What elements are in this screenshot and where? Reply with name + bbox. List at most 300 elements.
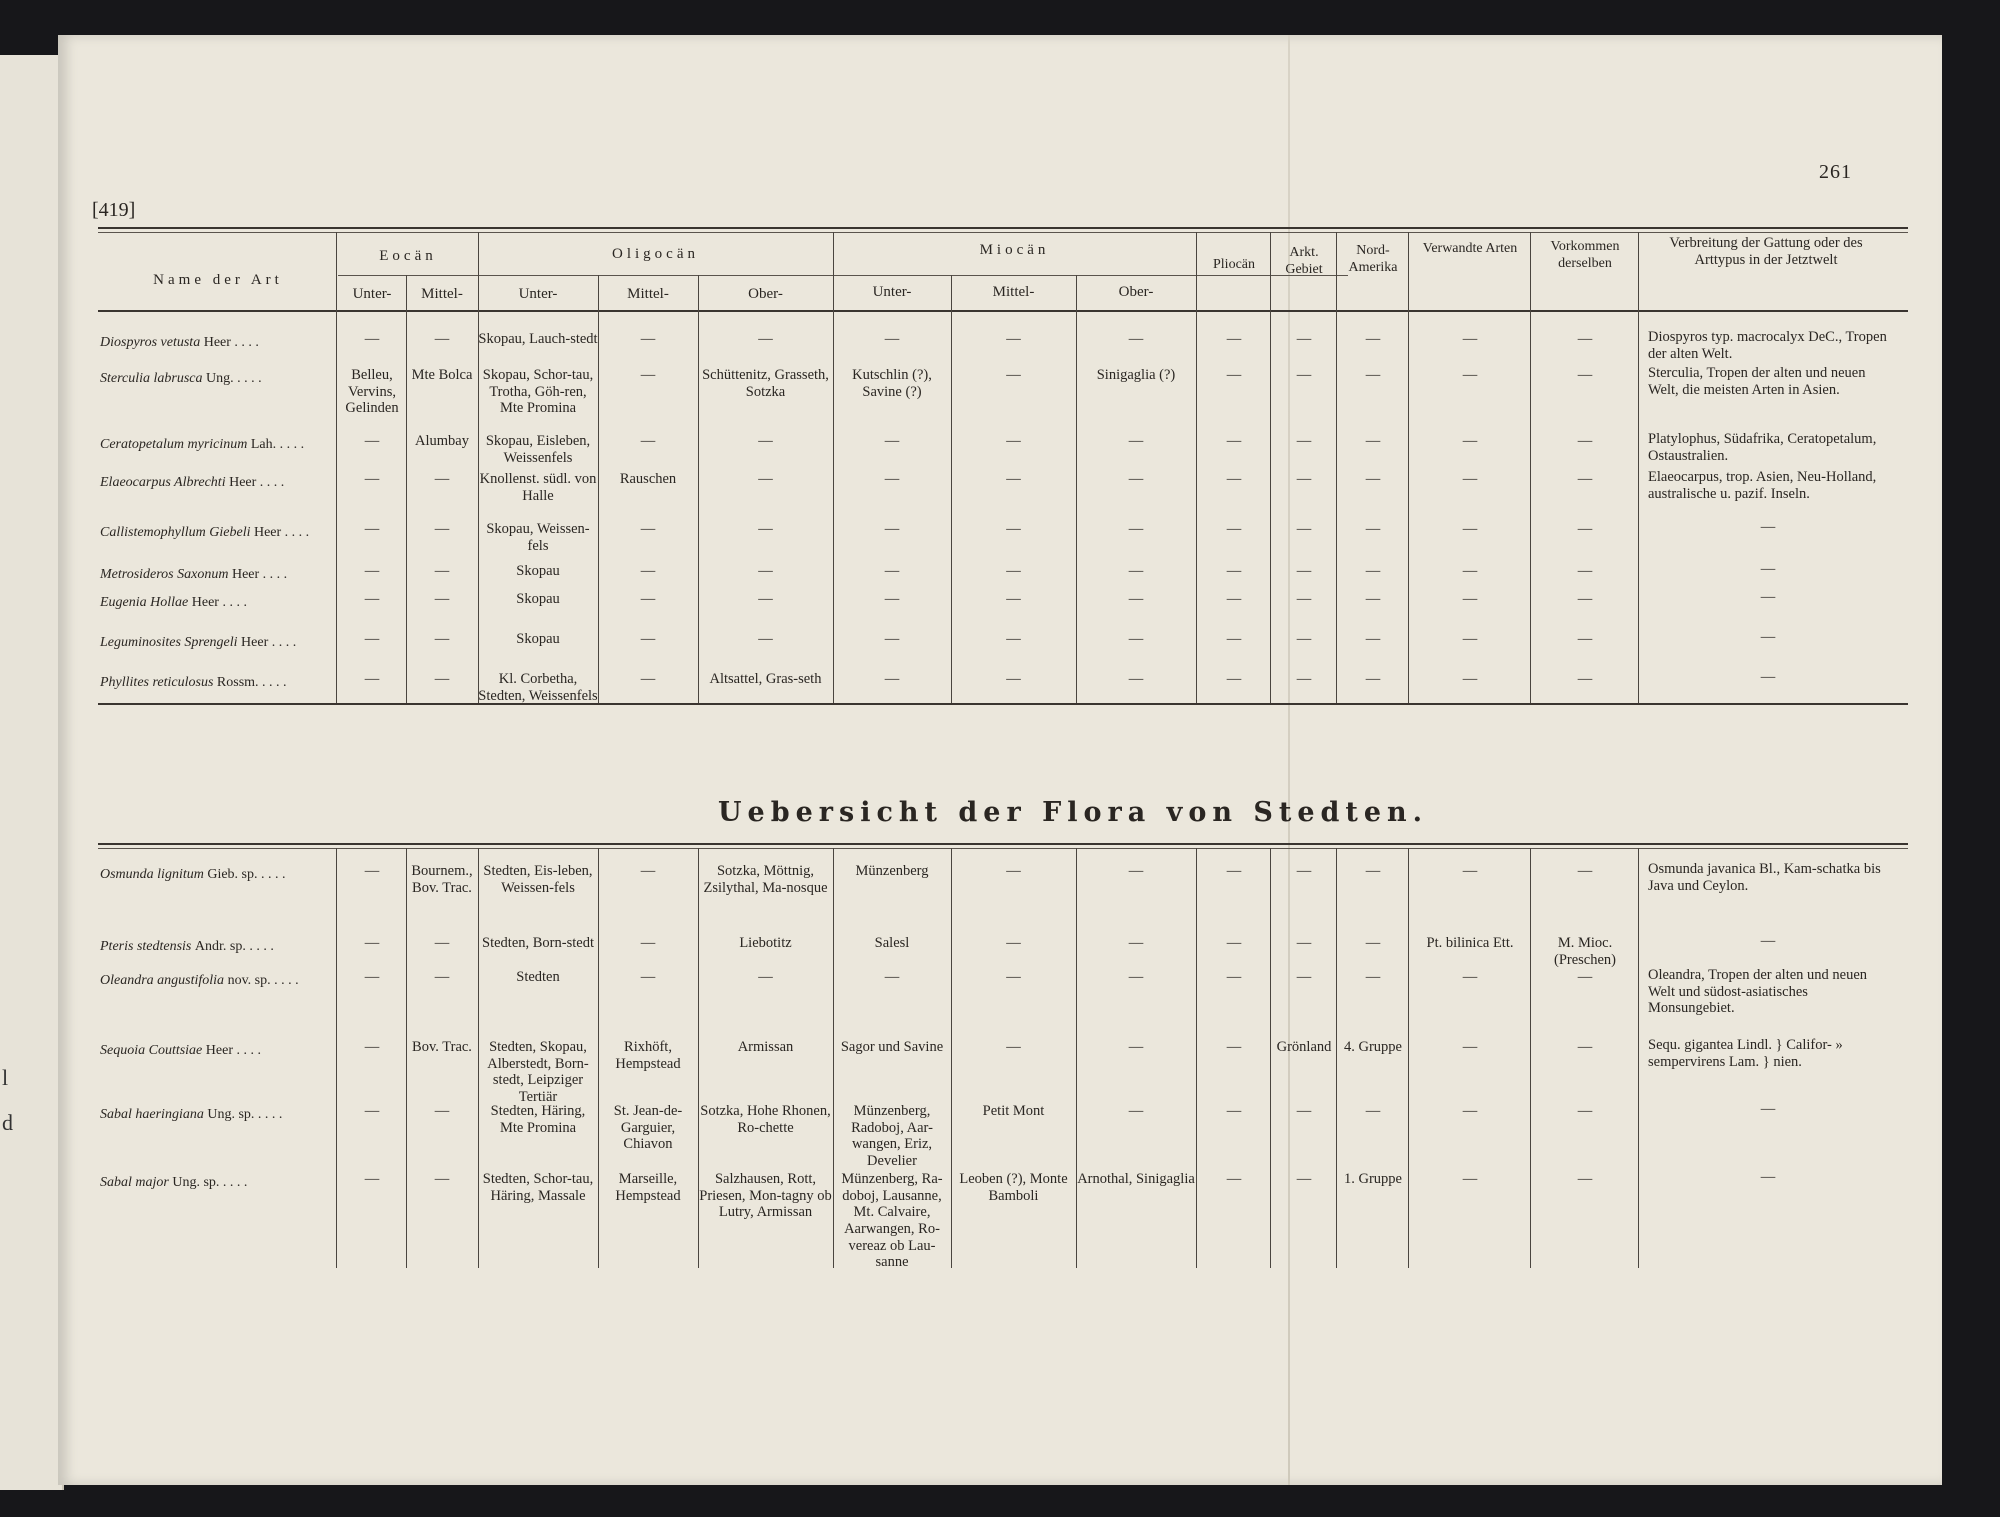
cell-ol-m: —: [640, 521, 656, 537]
cell-ol-u: Skopau, Eisleben, Weissenfels: [485, 433, 591, 466]
cell-verw: —: [1462, 433, 1478, 449]
cell-eo-m: Bov. Trac.: [412, 1039, 472, 1055]
cell-nord: —: [1365, 1103, 1381, 1119]
cell-arkt: —: [1296, 671, 1312, 687]
cell-plio: —: [1226, 433, 1242, 449]
cell-arkt: —: [1296, 1171, 1312, 1187]
cell-vork: —: [1577, 433, 1593, 449]
cell-ol-m: —: [640, 367, 656, 383]
header-nord: Nord-Amerika: [1348, 243, 1398, 275]
cell-ol-u: Stedten, Born-stedt: [482, 935, 594, 951]
header-arkt: Arkt. Gebiet: [1285, 245, 1323, 277]
species-author: Heer . . . .: [241, 635, 297, 650]
cell-ol-m: —: [640, 591, 656, 607]
cell-ol-o: —: [758, 563, 773, 579]
cell-nord: —: [1365, 631, 1381, 647]
cell-distribution: —: [1760, 589, 1776, 605]
cell-nord: —: [1365, 591, 1381, 607]
col-divider: [1638, 848, 1639, 1268]
species-author: Ung. sp. . . . .: [207, 1107, 283, 1122]
cell-ol-m: —: [640, 433, 656, 449]
col-divider: [336, 848, 337, 1268]
cell-verw: —: [1462, 471, 1478, 487]
cell-mi-u: Kutschlin (?), Savine (?): [852, 367, 932, 400]
species-author: Rossm. . . . .: [216, 675, 287, 690]
cell-mi-m: —: [1006, 331, 1021, 347]
cell-eo-m: —: [434, 591, 450, 607]
cell-ol-m: —: [640, 671, 656, 687]
cell-plio: —: [1226, 1103, 1242, 1119]
cell-eo-u: —: [364, 563, 380, 579]
cell-mi-u: —: [884, 631, 900, 647]
cell-mi-m: —: [1006, 1039, 1021, 1055]
header-ol-mittel: Mittel-: [627, 286, 669, 302]
cell-mi-u: Münzenberg, Radoboj, Aar-wangen, Eriz, Develier: [851, 1103, 933, 1170]
cell-vork: —: [1577, 471, 1593, 487]
species-name: [100, 475, 284, 491]
cell-mi-u: —: [884, 331, 900, 347]
cell-mi-u: —: [884, 671, 900, 687]
cell-distribution: —: [1760, 519, 1776, 535]
cell-arkt: —: [1296, 367, 1312, 383]
cell-ol-m: —: [640, 631, 656, 647]
species-latin: Diospyros vetusta: [100, 335, 204, 350]
species-author: Lah. . . . .: [250, 437, 305, 452]
species-name: [100, 437, 304, 453]
cell-ol-m: St. Jean-de-Garguier, Chiavon: [613, 1103, 683, 1153]
cell-distribution: —: [1760, 629, 1776, 645]
cell-plio: —: [1226, 563, 1242, 579]
cell-ol-u: Knollenst. südl. von Halle: [479, 471, 597, 504]
cell-mi-o: —: [1128, 563, 1144, 579]
cell-mi-o: —: [1128, 471, 1144, 487]
cell-verw: —: [1462, 631, 1478, 647]
cell-eo-m: —: [434, 935, 450, 951]
cell-mi-u: Münzenberg: [855, 863, 929, 879]
cell-vork: —: [1577, 591, 1593, 607]
cell-mi-u: —: [884, 433, 900, 449]
section-title: Uebersicht der Flora von Stedten.: [718, 797, 1429, 828]
cell-verw: —: [1462, 367, 1478, 383]
cell-ol-m: Rauschen: [619, 471, 677, 487]
page-number-right: 261: [1819, 161, 1852, 183]
cell-distribution: Diospyros typ. macrocalyx DeC., Tropen der alten Welt.: [1648, 329, 1887, 362]
cell-eo-m: —: [434, 471, 450, 487]
cell-mi-m: —: [1006, 969, 1021, 985]
cell-vork: —: [1577, 563, 1593, 579]
cell-nord: —: [1365, 563, 1381, 579]
table1-bottom-rule: [98, 703, 1908, 705]
species-name: [100, 525, 309, 541]
cell-arkt: —: [1296, 331, 1312, 347]
cell-ol-o: Altsattel, Gras-seth: [709, 671, 822, 687]
document-page: [58, 35, 1942, 1485]
cell-distribution: —: [1760, 1169, 1776, 1185]
col-divider: [406, 848, 407, 1268]
header-mi-ober: Ober-: [1118, 284, 1154, 300]
cell-eo-u: —: [364, 331, 380, 347]
cell-eo-u: Belleu, Vervins, Gelinden: [345, 367, 399, 417]
header-verbreitung: Verbreitung der Gattung oder des Arttypus in der Jetztwelt: [1669, 235, 1863, 269]
cell-arkt: —: [1296, 433, 1312, 449]
header-name: Name der Art: [153, 272, 283, 288]
cell-mi-o: —: [1128, 935, 1144, 951]
cell-distribution: —: [1760, 1101, 1776, 1117]
header-ol-unter: Unter-: [518, 286, 558, 302]
cell-nord: —: [1365, 969, 1381, 985]
cell-eo-u: —: [364, 935, 380, 951]
left-page-fragment: l: [2, 1065, 9, 1090]
cell-ol-u: Skopau, Lauch-stedt: [478, 331, 598, 347]
col-divider: [1336, 848, 1337, 1268]
species-author: Ung. . . . .: [206, 371, 262, 386]
cell-ol-u: Stedten: [516, 969, 560, 985]
cell-ol-m: —: [640, 863, 656, 879]
cell-mi-m: —: [1006, 671, 1021, 687]
cell-mi-m: —: [1006, 367, 1021, 383]
cell-verw: —: [1462, 1103, 1478, 1119]
cell-eo-u: —: [364, 1171, 380, 1187]
cell-nord: —: [1365, 367, 1381, 383]
cell-verw: —: [1462, 671, 1478, 687]
cell-ol-m: Rixhöft, Hempstead: [615, 1039, 681, 1072]
cell-mi-m: Leoben (?), Monte Bamboli: [959, 1171, 1068, 1204]
species-latin: Callistemophyllum Giebeli: [100, 525, 254, 540]
col-divider: [1638, 232, 1639, 703]
cell-eo-u: —: [364, 671, 380, 687]
cell-mi-o: —: [1128, 671, 1144, 687]
col-divider: [1408, 848, 1409, 1268]
cell-plio: —: [1226, 331, 1242, 347]
header-verwandte: Verwandte Arten: [1422, 241, 1518, 256]
cell-mi-o: Sinigaglia (?): [1096, 367, 1176, 383]
cell-ol-o: Salzhausen, Rott, Priesen, Mon-tagny ob Lutry, Armissan: [699, 1171, 832, 1221]
species-name: [100, 675, 287, 691]
cell-eo-u: —: [364, 1039, 380, 1055]
cell-eo-u: —: [364, 471, 380, 487]
cell-nord: 4. Gruppe: [1344, 1039, 1402, 1055]
cell-plio: —: [1226, 1039, 1242, 1055]
cell-ol-u: Skopau, Weissen-fels: [486, 521, 590, 554]
cell-vork: —: [1577, 969, 1593, 985]
cell-eo-m: —: [434, 1171, 450, 1187]
species-author: Heer . . . .: [191, 595, 247, 610]
cell-nord: —: [1365, 331, 1381, 347]
cell-mi-o: —: [1128, 969, 1144, 985]
cell-eo-u: —: [364, 969, 380, 985]
cell-ol-o: Schüttenitz, Grasseth, Sotzka: [702, 367, 829, 400]
species-name: [100, 939, 274, 955]
cell-mi-m: —: [1006, 521, 1021, 537]
cell-vork: —: [1577, 631, 1593, 647]
cell-ol-o: Sotzka, Hohe Rhonen, Ro-chette: [700, 1103, 831, 1136]
cell-nord: 1. Gruppe: [1344, 1171, 1402, 1187]
cell-mi-u: —: [884, 969, 900, 985]
cell-arkt: —: [1296, 591, 1312, 607]
cell-ol-m: Marseille, Hempstead: [615, 1171, 681, 1204]
species-author: Andr. sp. . . . .: [194, 939, 274, 954]
species-name: [100, 371, 262, 387]
cell-nord: —: [1365, 471, 1381, 487]
cell-ol-o: —: [758, 969, 773, 985]
species-latin: Sabal major: [100, 1175, 173, 1190]
species-latin: Eugenia Hollae: [100, 595, 192, 610]
cell-arkt: —: [1296, 969, 1312, 985]
cell-ol-u: Stedten, Schor-tau, Häring, Massale: [482, 1171, 594, 1204]
cell-verw: Pt. bilinica Ett.: [1426, 935, 1514, 951]
cell-eo-m: —: [434, 521, 450, 537]
header-eo-mittel: Mittel-: [421, 286, 463, 302]
cell-ol-u: Skopau, Schor-tau, Trotha, Göh-ren, Mte Promina: [482, 367, 594, 417]
cell-plio: —: [1226, 471, 1242, 487]
species-name: [100, 973, 299, 989]
species-latin: Leguminosites Sprengeli: [100, 635, 242, 650]
cell-ol-m: —: [640, 563, 656, 579]
cell-verw: —: [1462, 1171, 1478, 1187]
cell-mi-u: —: [884, 471, 900, 487]
col-divider: [1196, 848, 1197, 1268]
species-latin: Phyllites reticulosus: [100, 675, 217, 690]
col-divider: [1270, 848, 1271, 1268]
cell-plio: —: [1226, 367, 1242, 383]
cell-plio: —: [1226, 671, 1242, 687]
cell-vork: —: [1577, 1171, 1593, 1187]
species-author: Heer . . . .: [229, 475, 285, 490]
cell-verw: —: [1462, 969, 1478, 985]
cell-ol-o: —: [758, 433, 773, 449]
cell-ol-o: Armissan: [737, 1039, 794, 1055]
cell-distribution: Sequ. gigantea Lindl. } Califor- » sempervirens Lam. } nien.: [1648, 1037, 1843, 1070]
species-latin: Sterculia labrusca: [100, 371, 207, 386]
cell-vork: —: [1577, 671, 1593, 687]
col-divider: [1408, 232, 1409, 703]
cell-mi-o: —: [1128, 863, 1144, 879]
cell-mi-u: —: [884, 521, 900, 537]
cell-arkt: —: [1296, 471, 1312, 487]
species-latin: Sabal haeringiana: [100, 1107, 208, 1122]
cell-ol-u: Skopau: [516, 591, 560, 607]
cell-mi-o: —: [1128, 521, 1144, 537]
cell-vork: —: [1577, 1103, 1593, 1119]
cell-eo-u: —: [364, 433, 380, 449]
cell-mi-u: —: [884, 563, 900, 579]
cell-plio: —: [1226, 631, 1242, 647]
cell-mi-m: —: [1006, 935, 1021, 951]
species-author: Gieb. sp. . . . .: [207, 867, 286, 882]
header-mi-unter: Unter-: [872, 284, 912, 300]
cell-distribution: Elaeocarpus, trop. Asien, Neu-Holland, australische u. pazif. Inseln.: [1648, 469, 1877, 502]
cell-arkt: —: [1296, 935, 1312, 951]
species-name: [100, 1107, 282, 1123]
cell-ol-m: —: [640, 969, 656, 985]
cell-mi-m: —: [1006, 863, 1021, 879]
species-author: Heer . . . .: [231, 567, 288, 582]
species-author: Heer . . . .: [205, 1043, 261, 1058]
col-divider: [1530, 848, 1531, 1268]
col-divider: [1336, 232, 1337, 703]
cell-distribution: —: [1760, 669, 1776, 685]
species-latin: Osmunda lignitum: [100, 867, 208, 882]
col-divider: [1076, 848, 1077, 1268]
species-author: Heer . . . .: [253, 525, 310, 540]
cell-eo-u: —: [364, 631, 380, 647]
cell-ol-o: Liebotitz: [739, 935, 792, 951]
species-latin: Elaeocarpus Albrechti: [100, 475, 230, 490]
species-name: [100, 335, 259, 351]
species-latin: Pteris stedtensis: [100, 939, 195, 954]
cell-mi-m: —: [1006, 471, 1021, 487]
col-divider: [1530, 232, 1531, 703]
cell-distribution: —: [1760, 933, 1776, 949]
header-ol-ober: Ober-: [748, 286, 783, 302]
cell-ol-u: Stedten, Häring, Mte Promina: [490, 1103, 586, 1136]
col-divider: [1270, 232, 1271, 703]
cell-distribution: Oleandra, Tropen der alten und neuen Welt und südost-asiatisches Monsungebiet.: [1648, 967, 1868, 1017]
cell-vork: —: [1577, 367, 1593, 383]
cell-mi-o: Arnothal, Sinigaglia: [1077, 1171, 1195, 1187]
cell-eo-m: —: [434, 1103, 450, 1119]
cell-vork: —: [1577, 331, 1593, 347]
cell-mi-u: —: [884, 591, 900, 607]
cell-ol-u: Stedten, Eis-leben, Weissen-fels: [483, 863, 593, 896]
cell-eo-m: Bournem., Bov. Trac.: [411, 863, 473, 896]
cell-mi-m: —: [1006, 591, 1021, 607]
cell-vork: —: [1577, 521, 1593, 537]
cell-plio: —: [1226, 969, 1242, 985]
species-name: [100, 867, 286, 883]
species-name: [100, 1043, 261, 1059]
header-miocaen: Miocän: [979, 242, 1050, 258]
cell-mi-u: Sagor und Savine: [840, 1039, 944, 1055]
header-bottom-rule: [98, 310, 1908, 312]
species-latin: Metrosideros Saxonum: [100, 567, 232, 582]
table-top-rule: [98, 227, 1908, 229]
cell-distribution: Sterculia, Tropen der alten und neuen Welt, die meisten Arten in Asien.: [1648, 365, 1866, 398]
cell-distribution: Platylophus, Südafrika, Ceratopetalum, Ostaustralien.: [1648, 431, 1877, 464]
table2-top-rule-thin: [98, 848, 1908, 849]
cell-mi-o: —: [1128, 631, 1144, 647]
cell-verw: —: [1462, 863, 1478, 879]
cell-ol-u: Skopau: [516, 563, 560, 579]
cell-nord: —: [1365, 433, 1381, 449]
cell-mi-u: Münzenberg, Ra-doboj, Lausanne, Mt. Calvaire, Aarwangen, Ro-vereaz ob Lau-sanne: [841, 1171, 943, 1271]
species-author: nov. sp. . . . .: [227, 973, 299, 988]
cell-mi-m: —: [1006, 433, 1021, 449]
header-oligocaen: Oligocän: [612, 246, 699, 262]
species-name: [100, 635, 296, 651]
cell-arkt: Grönland: [1276, 1039, 1332, 1055]
cell-ol-u: Kl. Corbetha, Stedten, Weissenfels: [478, 671, 598, 704]
cell-mi-m: —: [1006, 631, 1021, 647]
table2-top-rule: [98, 843, 1908, 845]
cell-verw: —: [1462, 1039, 1478, 1055]
left-page-fragment: d: [2, 1110, 13, 1135]
cell-ol-m: —: [640, 935, 656, 951]
cell-plio: —: [1226, 591, 1242, 607]
cell-mi-o: —: [1128, 1039, 1144, 1055]
species-name: [100, 595, 247, 611]
cell-eo-m: —: [434, 331, 450, 347]
cell-ol-m: —: [640, 331, 656, 347]
cell-plio: —: [1226, 935, 1242, 951]
cell-arkt: —: [1296, 863, 1312, 879]
species-name: [100, 567, 287, 583]
cell-arkt: —: [1296, 1103, 1312, 1119]
page-number-left: [419]: [92, 199, 136, 221]
cell-plio: —: [1226, 1171, 1242, 1187]
species-author: Ung. sp. . . . .: [172, 1175, 248, 1190]
table-top-rule-thin: [98, 232, 1908, 233]
cell-eo-m: Alumbay: [415, 433, 469, 449]
cell-ol-u: Skopau: [516, 631, 560, 647]
cell-ol-u: Stedten, Skopau, Alberstedt, Born-stedt, Leipziger Tertiär: [487, 1039, 589, 1106]
header-pliocaen: Pliocän: [1213, 257, 1255, 272]
cell-eo-m: —: [434, 671, 450, 687]
cell-verw: —: [1462, 331, 1478, 347]
cell-ol-o: Sotzka, Möttnig, Zsilythal, Ma-nosque: [703, 863, 828, 896]
left-page-edge: [0, 55, 64, 1490]
species-latin: Oleandra angustifolia: [100, 973, 228, 988]
cell-ol-o: —: [758, 331, 773, 347]
col-divider: [951, 848, 952, 1268]
cell-vork: —: [1577, 863, 1593, 879]
cell-vork: —: [1577, 1039, 1593, 1055]
cell-mi-m: —: [1006, 563, 1021, 579]
cell-distribution: Osmunda javanica Bl., Kam-schatka bis Java und Ceylon.: [1648, 861, 1881, 894]
cell-plio: —: [1226, 521, 1242, 537]
cell-eo-m: —: [434, 969, 450, 985]
cell-ol-o: —: [758, 631, 773, 647]
cell-nord: —: [1365, 521, 1381, 537]
cell-nord: —: [1365, 863, 1381, 879]
cell-eo-m: Mte Bolca: [411, 367, 473, 383]
cell-mi-o: —: [1128, 591, 1144, 607]
cell-verw: —: [1462, 591, 1478, 607]
cell-nord: —: [1365, 935, 1381, 951]
cell-eo-m: —: [434, 563, 450, 579]
cell-arkt: —: [1296, 563, 1312, 579]
species-latin: Sequoia Couttsiae: [100, 1043, 206, 1058]
cell-distribution: —: [1760, 561, 1776, 577]
cell-arkt: —: [1296, 631, 1312, 647]
col-divider: [336, 232, 337, 703]
cell-eo-u: —: [364, 1103, 380, 1119]
col-divider: [1196, 232, 1197, 703]
cell-plio: —: [1226, 863, 1242, 879]
cell-verw: —: [1462, 563, 1478, 579]
header-eo-unter: Unter-: [352, 286, 392, 302]
cell-mi-u: Salesl: [874, 935, 910, 951]
cell-mi-m: Petit Mont: [982, 1103, 1045, 1119]
cell-ol-o: —: [758, 521, 773, 537]
cell-eo-m: —: [434, 631, 450, 647]
cell-vork: M. Mioc. (Preschen): [1553, 935, 1616, 968]
cell-ol-o: —: [758, 471, 773, 487]
cell-nord: —: [1365, 671, 1381, 687]
cell-mi-o: —: [1128, 331, 1144, 347]
cell-arkt: —: [1296, 521, 1312, 537]
cell-eo-u: —: [364, 863, 380, 879]
cell-eo-u: —: [364, 521, 380, 537]
cell-verw: —: [1462, 521, 1478, 537]
species-author: Heer . . . .: [203, 335, 259, 350]
cell-mi-o: —: [1128, 1103, 1144, 1119]
cell-mi-o: —: [1128, 433, 1144, 449]
header-mi-mittel: Mittel-: [992, 284, 1035, 300]
header-vorkommen: Vorkommen derselben: [1550, 239, 1620, 271]
header-eocaen: Eocän: [379, 248, 437, 264]
cell-ol-o: —: [758, 591, 773, 607]
